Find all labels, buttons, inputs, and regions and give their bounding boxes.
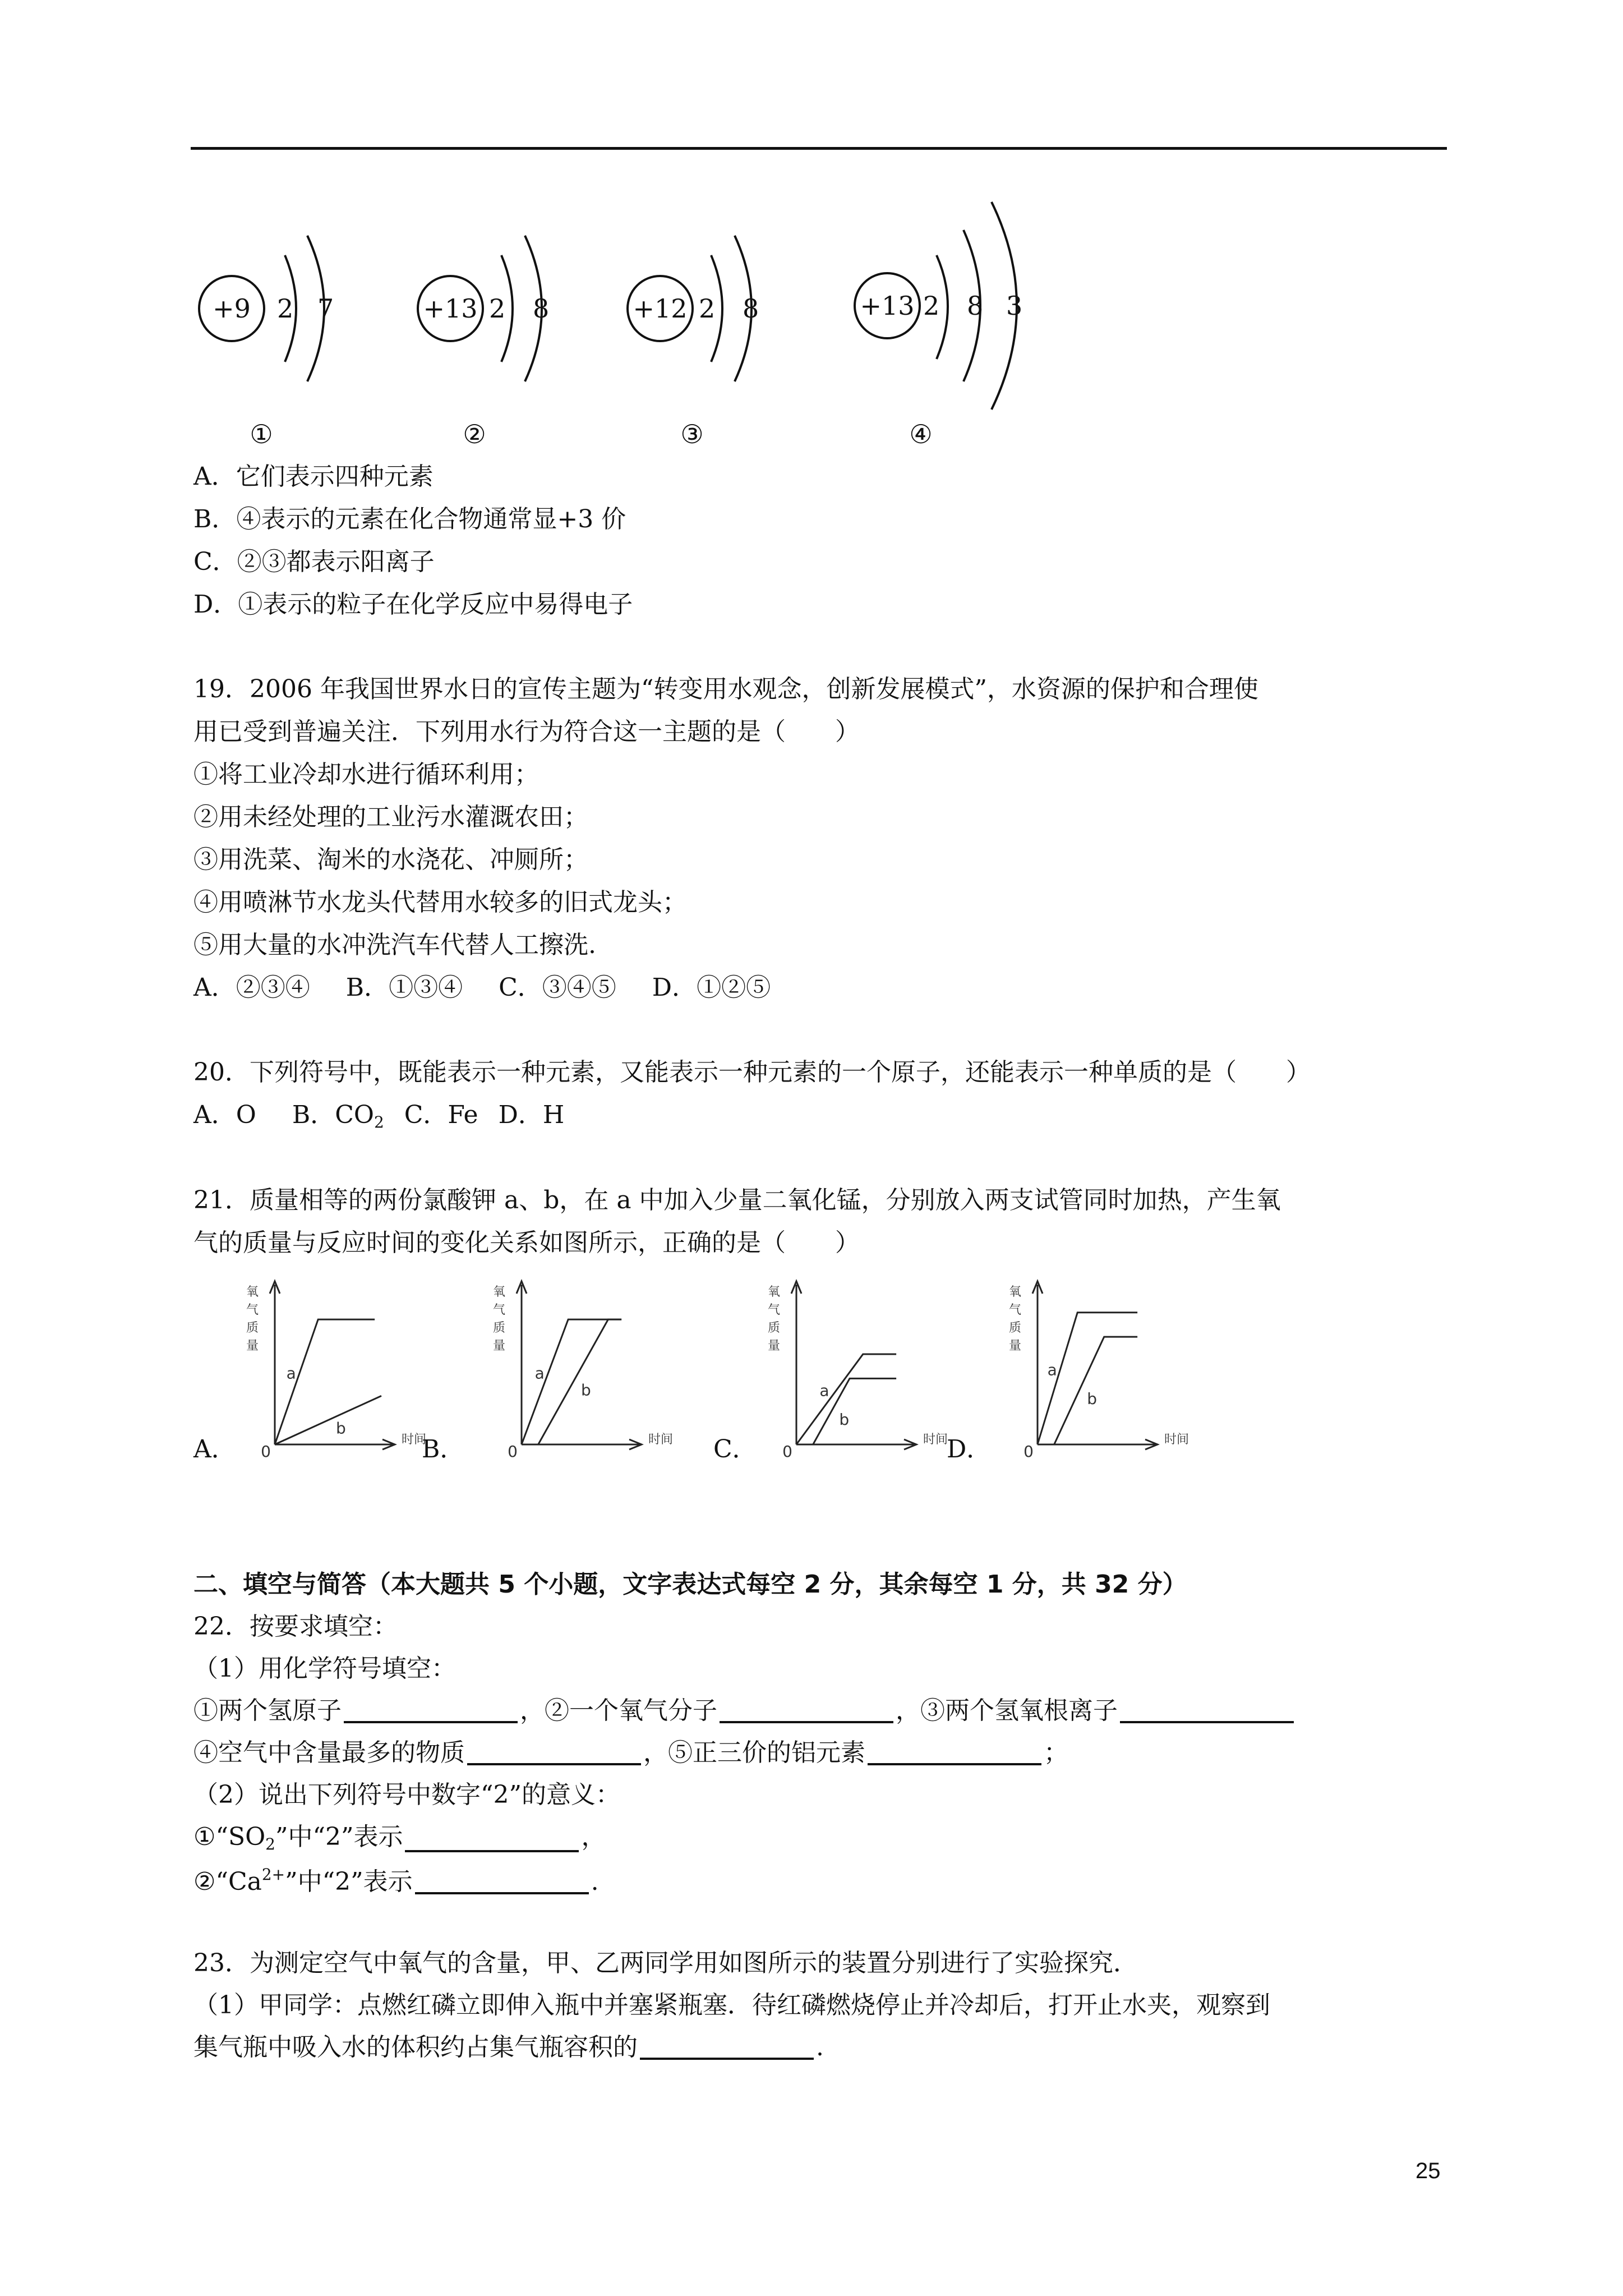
q22-ca-row [193,1867,599,1894]
answer-blank[interactable] [344,1699,518,1723]
q18-option-a: A．它们表示四种元素 [193,462,434,491]
answer-blank[interactable] [640,2035,814,2060]
q18-option-b: B．④表示的元素在化合物通常显+3 价 [193,505,626,533]
q21-chart-a [224,1273,427,1464]
atom-label-1: ① [250,419,273,449]
q21-stem-line2: 气的质量与反应时间的变化关系如图所示，正确的是（ ） [193,1228,860,1257]
x-axis-label: 时间 [648,1433,674,1447]
atom-2 [418,236,549,449]
series-label-a: a [534,1364,545,1383]
q20-stem: 20．下列符号中，既能表示一种元素，又能表示一种元素的一个原子，还能表示一种单质的是（ ） [193,1058,1311,1087]
punctuation: . [591,1867,599,1896]
series-label-b: b [581,1381,591,1400]
y-axis-label: 氧 [767,1285,781,1299]
y-axis-label: 氧 [492,1285,506,1299]
q19-item: ⑤用大量的水冲洗汽车代替人工擦洗. [193,931,596,959]
q19-options [193,973,771,1002]
nucleus-charge-1: +9 [213,293,251,324]
y-axis-label: 量 [1008,1339,1022,1353]
q19-item: ①将工业冷却水进行循环利用； [193,760,539,789]
y-axis-label: 质 [767,1321,781,1335]
punctuation: ； [1044,1738,1068,1767]
series-label-a: a [819,1381,829,1400]
q23-stem: 23．为测定空气中氧气的含量，甲、乙两同学用如图所示的装置分别进行了实验探究． [193,1949,1138,1977]
series-line-a [796,1354,896,1444]
atom-1 [199,236,334,449]
punctuation: . [816,2033,824,2062]
atom-4 [855,202,1022,449]
q20-options [193,1103,564,1130]
shell-count: 8 [743,293,759,324]
q20-option-d: D．H [498,1101,565,1129]
series-label-b: b [336,1419,346,1438]
q22-part1: （1）用化学符号填空： [193,1654,456,1683]
shell-count: 2 [923,291,940,321]
ca-prefix: ②“Ca [193,1867,262,1896]
q21-option-d-label: D． [947,1435,992,1464]
y-axis-label: 气 [767,1303,781,1317]
q19-item: ④用喷淋节水龙头代替用水较多的旧式龙头； [193,888,687,917]
shell-count: 2 [699,293,716,324]
answer-blank[interactable] [467,1741,641,1765]
q22-item-2: ，②一个氧气分子 [520,1696,717,1725]
series-line-b [538,1319,621,1444]
q18-option-c: C．②③都表示阳离子 [193,547,435,576]
q22-part2: （2）说出下列符号中数字“2”的意义： [193,1780,620,1809]
ca-superscript: 2+ [261,1865,285,1884]
q21-chart-b [471,1273,674,1464]
q19-stem-line1: 19．2006 年我国世界水日的宣传主题为“转变用水观念，创新发展模式”，水资源的保护和合理使 [193,675,1258,703]
origin-label: 0 [508,1442,518,1461]
shell-count: 2 [489,293,506,324]
q21-chart-d [987,1273,1189,1464]
ca-text: ”中“2”表示 [285,1867,413,1896]
q19-option-b: B．①③④ [345,973,463,1002]
nucleus-charge-2: +13 [423,293,478,324]
q22-item-3: ，③两个氢氧根离子 [896,1696,1118,1725]
q22-item-1: ①两个氢原子 [193,1696,342,1725]
q20-option-a: A．O [193,1101,256,1129]
x-axis-label: 时间 [402,1433,427,1447]
so2-text: ”中“2”表示 [275,1823,403,1851]
q19-option-a: A．②③④ [193,973,310,1002]
y-axis-label: 气 [1008,1303,1022,1317]
q21-chart-c [746,1273,948,1464]
q22-row2 [193,1738,1068,1767]
x-axis-label: 时间 [923,1433,948,1447]
atom-structure-diagrams [0,0,1623,460]
q19-item: ②用未经处理的工业污水灌溉农田； [193,803,588,831]
shell-count: 3 [1006,291,1023,321]
nucleus-charge-3: +12 [633,293,688,324]
q19-item: ③用洗菜、淘米的水浇花、冲厕所； [193,845,588,874]
y-axis-label: 氧 [1008,1285,1022,1299]
q23-text: 集气瓶中吸入水的体积约占集气瓶容积的 [193,2033,638,2062]
origin-label: 0 [261,1442,271,1461]
atom-label-4: ④ [909,419,933,449]
series-label-b: b [1087,1389,1097,1409]
y-axis-label: 量 [246,1339,259,1353]
series-label-a: a [286,1364,296,1383]
q20-option-c: C．Fe [404,1101,478,1129]
q23-part1-line2 [193,2035,824,2060]
series-label-b: b [839,1410,850,1429]
q21-stem-line1: 21．质量相等的两份氯酸钾 a、b，在 a 中加入少量二氧化锰，分别放入两支试管同时加热，产生氧 [193,1186,1281,1214]
shell-count: 2 [277,293,294,324]
section2-title: 二、填空与简答（本大题共 5 个小题，文字表达式每空 2 分，其余每空 1 分，共 32 分） [193,1570,1187,1599]
y-axis-label: 量 [492,1339,506,1353]
q21-option-c-label: C． [713,1435,757,1464]
origin-label: 0 [782,1442,792,1461]
y-axis-label: 气 [492,1303,506,1317]
q21-option-a-label: A． [193,1435,236,1464]
so2-subscript: 2 [265,1835,275,1853]
atom-3 [628,236,759,449]
atom-label-2: ② [463,419,486,449]
answer-blank[interactable] [405,1828,579,1852]
answer-blank[interactable] [415,1870,589,1894]
y-axis-label: 气 [246,1303,259,1317]
so2-prefix: ①“SO [193,1823,266,1851]
q19-option-d: D．①②⑤ [652,973,771,1002]
y-axis-label: 质 [492,1321,506,1335]
q19-option-c: C．③④⑤ [499,973,616,1002]
q22-item-5: ，⑤正三价的铝元素 [643,1738,865,1767]
punctuation: ， [581,1823,606,1851]
shell-count: 7 [317,293,334,324]
nucleus-charge-4: +13 [860,291,915,321]
x-axis-label: 时间 [1164,1433,1189,1447]
q19-stem-line2: 用已受到普遍关注．下列用水行为符合这一主题的是（ ） [193,717,860,746]
series-label-a: a [1047,1360,1057,1379]
shell-count: 8 [533,293,550,324]
y-axis-label: 量 [767,1339,781,1353]
y-axis-label: 质 [1008,1321,1022,1335]
page-number: 25 [1415,2159,1441,2183]
q18-option-d: D．①表示的粒子在化学反应中易得电子 [193,590,633,619]
q20-option-b: B．$CO_2$ [292,1101,384,1131]
q21-option-b-label: B． [422,1435,465,1464]
q23-part1-line1: （1）甲同学：点燃红磷立即伸入瓶中并塞紧瓶塞．待红磷燃烧停止并冷却后，打开止水夹，观察到 [193,1991,1270,2019]
q22-item-4: ④空气中含量最多的物质 [193,1738,465,1767]
y-axis-label: 质 [246,1321,259,1335]
q22-row1 [193,1696,1296,1725]
shell-count: 8 [967,291,984,321]
q22-stem: 22．按要求填空： [193,1612,398,1641]
answer-blank[interactable] [868,1741,1041,1765]
answer-blank[interactable] [720,1699,893,1723]
series-line-b [275,1396,381,1444]
y-axis-label: 氧 [246,1285,259,1299]
q22-so2-row [193,1825,606,1852]
atom-label-3: ③ [680,419,704,449]
origin-label: 0 [1023,1442,1034,1461]
answer-blank[interactable] [1120,1699,1294,1723]
